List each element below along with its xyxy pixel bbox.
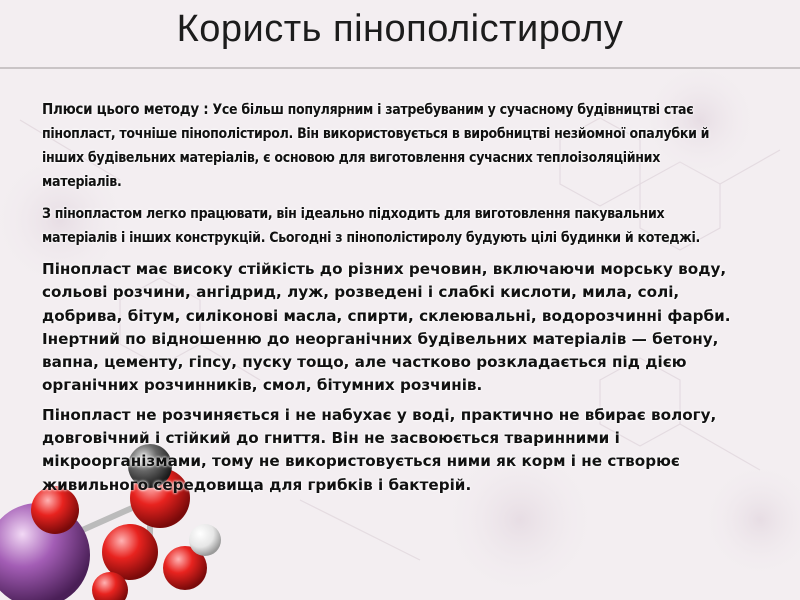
slide-title: Користь пінополістиролу <box>176 8 624 50</box>
paragraph-lead: Плюси цього методу : <box>42 100 209 118</box>
paragraph-advantages <box>42 97 732 194</box>
paragraph-water: Пінопласт не розчиняється і не набухає у воді, практично не вбирає вологу, довговічний і стійкий до гниття. Він не засвоюється тваринними і мікроорганізмами, тому не використовується ними як корм і не створює живильного середовища для грибків і бактерій. <box>42 405 717 494</box>
title-divider <box>0 67 800 69</box>
atom-white <box>189 524 221 556</box>
paragraph-text: Усе більш популярним і затребуваним у сучасному будівництві стає пінопласт, точніше пінополістирол. Він використовується в виробництві незйомної опалубки й інших будівельних матеріалів, є основою для виготовлення сучасних теплоізоляційних матеріалів. <box>42 102 710 190</box>
atom-red-bottom <box>102 524 158 580</box>
paragraph-resistance: Пінопласт має високу стійкість до різних речовин, включаючи морську воду, сольові розчини, ангідрид, луж, розведені і слабкі кислоти, мила, солі, добрива, бітум, силіконові масла, спирти, склеювальні, водорозчинні фарби. Інертний по відношенню до неорганічних будівельних матеріалів — бетону, вапна, цементу, гіпсу, пуску тощо, але частково розкладається під дією органічних розчинників, смол, бітумних розчинів. <box>42 260 731 395</box>
slide-content <box>42 97 732 503</box>
paragraph-usage: З пінопластом легко працювати, він ідеально підходить для виготовлення пакувальних матеріалів і інших конструкцій. Сьогодні з пінополістиролу будують цілі будинки й котеджі. <box>42 206 700 246</box>
